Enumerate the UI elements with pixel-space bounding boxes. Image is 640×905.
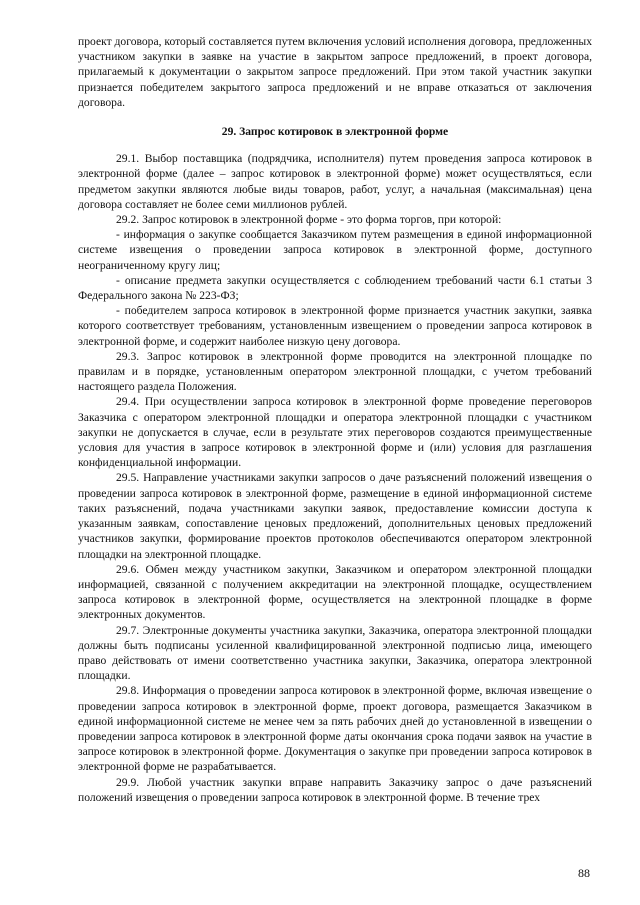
bullet-1: - информация о закупке сообщается Заказчиком путем размещения в единой информационной системе извещения о проведении запроса котировок в электронной форме, доступного неограниченному кругу лиц; <box>78 228 592 272</box>
paragraph-29-9: 29.9. Любой участник закупки вправе направить Заказчику запрос о даче разъяснений положений извещения о проведении запроса котировок в электронной форме. В течение трех <box>78 775 592 804</box>
paragraph-29-1: 29.1. Выбор поставщика (подрядчика, исполнителя) путем проведения запроса котировок в электронной форме (далее – запрос котировок в электронной форме) может осуществляться, если предметом закупки являются любые виды товаров, работ, услуг, а начальная (максимальная) цена договора составляет не более семи миллионов рублей. <box>78 152 592 211</box>
paragraph-29-2: 29.2. Запрос котировок в электронной форме - это форма торгов, при которой: <box>116 213 502 227</box>
intro-paragraph: проект договора, который составляется путем включения условий исполнения договора, предложенных участником закупки в заявке на участие в закрытом запросе предложений, в проект договора, прилагаемый к документации о закрытом запросе предложений. При этом такой участник закупки признается победителем закрытого запроса предложений и не вправе отказаться от заключения договора. <box>78 35 592 109</box>
paragraph-29-7: 29.7. Электронные документы участника закупки, Заказчика, оператора электронной площадки должны быть подписаны усиленной квалифицированной электронной подписью лица, имеющего право действовать от имени соответственно участника закупки, Заказчика, оператора электронной площадки. <box>78 623 592 683</box>
paragraph-29-5: 29.5. Направление участниками закупки запросов о даче разъяснений положений извещения о проведении запроса котировок в электронной форме, размещение в единой информационной системе таких разъяснений, подача участниками закупки заявок, предоставление комиссии доступа к указанным заявкам, сопоставление ценовых предложений, дополнительных ценовых предложений участников закупки, формирование проектов протоколов обеспечиваются оператором электронной площадки на электронной площадке. <box>78 471 592 561</box>
paragraph-29-3: 29.3. Запрос котировок в электронной форме проводится на электронной площадке по правилам и в порядке, установленным оператором электронной площадки, с учетом требований настоящего раздела Положения. <box>78 349 592 394</box>
section-title: 29. Запрос котировок в электронной форме <box>221 125 449 139</box>
paragraph-29-4: 29.4. При осуществлении запроса котировок в электронной форме проведение переговоров Заказчика с оператором электронной площадки и оператора электронной площадки с участником закупки не допускается в случае, если в результате этих переговоров создаются преимущественные условия для участия в запросе котировок в электронной форме и (или) условия для разглашения конфиденциальной информации. <box>78 395 592 470</box>
page-number: 88 <box>578 866 590 880</box>
bullet-2: - описание предмета закупки осуществляется с соблюдением требований части 6.1 статьи 3 Федерального закона № 223-ФЗ; <box>78 273 592 303</box>
bullet-3: - победителем запроса котировок в электронной форме признается участник закупки, заявка которого соответствует требованиям, установленным извещением о проведении запроса котировок в электронной форме, и содержит наиболее низкую цену договора. <box>78 304 592 348</box>
paragraph-29-6: 29.6. Обмен между участником закупки, Заказчиком и оператором электронной площадки информацией, связанной с получением аккредитации на электронной площадке, осуществлением запроса котировок в электронной форме, осуществляется на электронной площадке в форме электронных документов. <box>78 562 592 622</box>
document-page <box>78 34 592 805</box>
paragraph-29-8: 29.8. Информация о проведении запроса котировок в электронной форме, включая извещение о проведении запроса котировок в электронной форме, проект договора, размещается Заказчиком в единой информационной системе не менее чем за пять рабочих дней до установленной в извещении о проведении запроса котировок в электронной форме даты окончания срока подачи заявок на участие в запросе котировок в электронной форме. Документация о закупке при проведении запроса котировок в электронной форме не разрабатывается. <box>78 684 592 774</box>
